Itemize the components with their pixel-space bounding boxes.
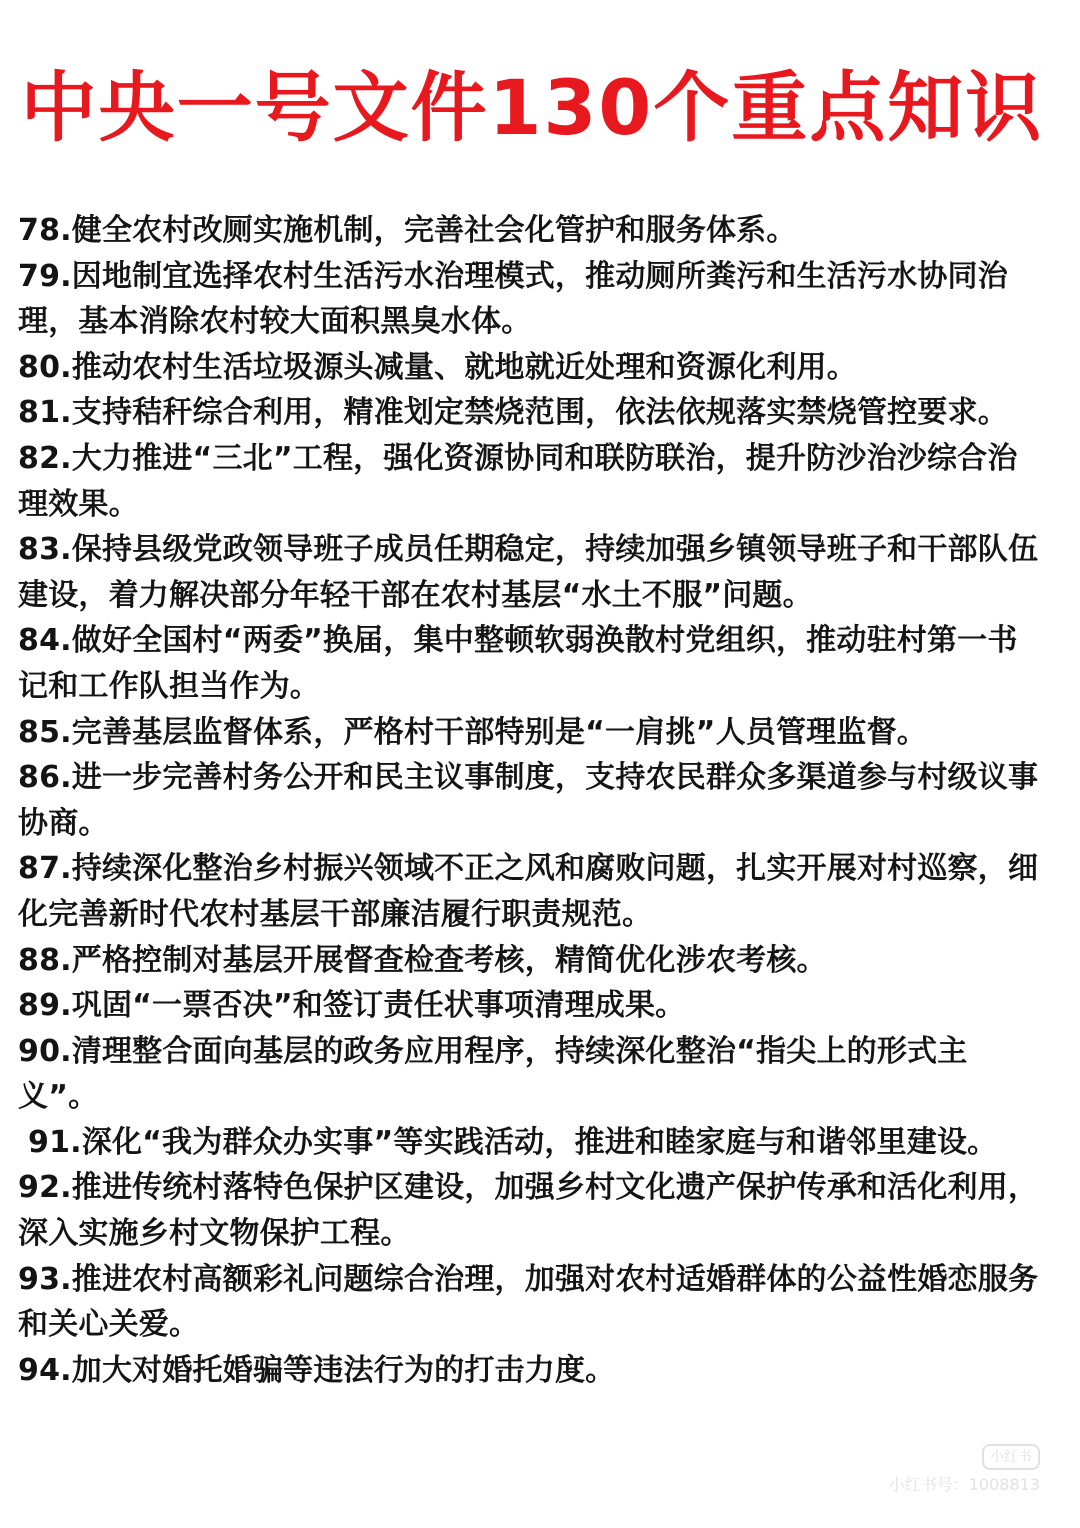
- list-item: 92.推进传统村落特色保护区建设，加强乡村文化遗产保护传承和活化利用，深入实施乡村文物保护工程。: [18, 1170, 1039, 1252]
- list-item: 91.深化“我为群众办实事”等实践活动，推进和睦家庭与和谐邻里建设。: [28, 1124, 998, 1160]
- list-item: 84.做好全国村“两委”换届，集中整顿软弱涣散村党组织，推动驻村第一书记和工作队担当作为。: [18, 623, 1018, 704]
- list-item: 80.推动农村生活垃圾源头减量、就地就近处理和资源化利用。: [18, 349, 857, 385]
- list-item: 79.因地制宜选择农村生活污水治理模式，推动厕所粪污和生活污水协同治理，基本消除农村较大面积黑臭水体。: [18, 258, 1008, 340]
- list-item: 81.支持秸秆综合利用，精准划定禁烧范围，依法依规落实禁烧管控要求。: [18, 395, 1008, 431]
- knowledge-list: [18, 208, 1046, 1393]
- list-item: 86.进一步完善村务公开和民主议事制度，支持农民群众多渠道参与村级议事协商。: [18, 760, 1039, 841]
- list-item: 89.巩固“一票否决”和签订责任状事项清理成果。: [18, 988, 686, 1024]
- watermark: [889, 1444, 1040, 1496]
- list-item: 83.保持县级党政领导班子成员任期稳定，持续加强乡镇领导班子和干部队伍建设，着力解决部分年轻干部在农村基层“水土不服”问题。: [18, 532, 1039, 613]
- page-title: 中央一号文件130个重点知识: [20, 63, 1044, 152]
- list-item: 88.严格控制对基层开展督查检查考核，精简优化涉农考核。: [18, 942, 827, 978]
- list-item: 82.大力推进“三北”工程，强化资源协同和联防联治，提升防沙治沙综合治理效果。: [18, 440, 1018, 522]
- list-item: 93.推进农村高额彩礼问题综合治理，加强对农村适婚群体的公益性婚恋服务和关心关爱。: [18, 1261, 1039, 1343]
- watermark-logo: 小红书: [982, 1444, 1040, 1470]
- list-item: 90.清理整合面向基层的政务应用程序，持续深化整治“指尖上的形式主义”。: [18, 1033, 968, 1115]
- list-item: 94.加大对婚托婚骗等违法行为的打击力度。: [18, 1352, 616, 1388]
- list-item: 85.完善基层监督体系，严格村干部特别是“一肩挑”人员管理监督。: [18, 714, 927, 750]
- watermark-text: 小红书号：1008813: [888, 1475, 1040, 1494]
- list-item: 87.持续深化整治乡村振兴领域不正之风和腐败问题，扎实开展对村巡察，细化完善新时代农村基层干部廉洁履行职责规范。: [18, 851, 1039, 932]
- list-item: 78.健全农村改厕实施机制，完善社会化管护和服务体系。: [18, 213, 797, 248]
